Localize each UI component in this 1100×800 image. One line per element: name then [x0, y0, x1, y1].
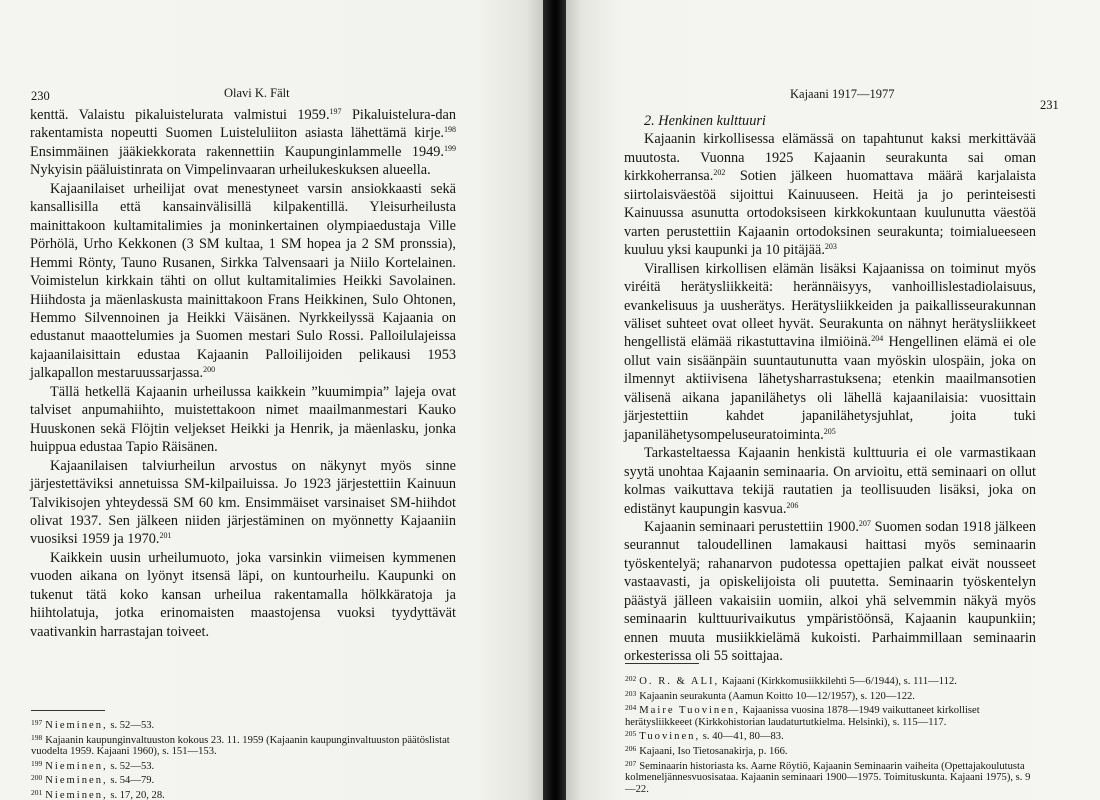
footnote-number: 197: [31, 718, 43, 727]
footnote-text: s. 17, 20, 28.: [107, 789, 165, 800]
footnote-number: 205: [625, 729, 637, 739]
right-page: [566, 0, 1100, 800]
footnote-ref: 206: [786, 500, 799, 510]
footnote: [31, 758, 459, 773]
footnote-rule: [625, 663, 699, 664]
text-run: Kajaanilaiset urheilijat ovat menestyneet varsin ansiokkaasti sekä kansallisilla että kansainvälisillä kilpakentillä. Yleisurheilusta mainittakoon kultamitalimies ja moninkertainen olympiaedustaja Ville Pörhölä, Urho Kekkonen (3 SM kultaa, 1 SM hopea ja 2 SM pronssia), Hemmi Rönty, Tauno Rusanen, Sirkka Talvensaari ja Niilo Kortelainen. Voimistelun kirkkain tähti on ollut kultamitalimies Heikki Savolainen. Hiihdosta ja mäenlaskusta mainittakoon Frans Heikkinen, Sulo Ohtonen, Hemmo Silvennoinen ja Heikki Väisänen. Nyrkkeilyssä Kajaania on edustanut maaottelumies ja Suomen mestari Sulo Rossi. Palloilulajeissa kajaanilaisittain edustaa Kajaanin Palloilijoiden pelikausi 1953 jalkapallon mestaruussarjassa.: [30, 180, 456, 382]
footnote: [31, 787, 459, 800]
footnote-number: 201: [31, 787, 43, 797]
footnote-author: Nieminen,: [45, 760, 108, 772]
left-page: [0, 0, 543, 800]
footnote-text: Kajaanissa vuosina 1878—1949 vaikuttaneet kirkolliset herätysliikkeeet (Kirkkohistorian laudaturtutkielma. Helsinki), s. 115—117.: [625, 705, 980, 728]
footnote-ref: 200: [203, 365, 216, 375]
footnotes: [31, 717, 459, 800]
section-title: 2. Henkinen kulttuuri: [644, 113, 766, 129]
paragraph: [30, 383, 456, 457]
page-number: 230: [31, 89, 50, 103]
text-run: Nykyisin pääluistinrata on Vimpelinvaaran urheilukeskuksen alueella.: [30, 162, 431, 179]
paragraph: [30, 457, 456, 549]
footnote: [625, 728, 1037, 743]
text-run: Hengellinen elämä ei ole ollut vain sisäänpäin suuntautunutta vaan myöskin ulospäin, joka on ilmennyt aktiivisena lähetysharrastuksena; etenkin maailmansotien välisenä aikana japanilähetys oli lähellä kajaanilaisia: vuosittain järjestettiin kahdet japanilähetysjuhlat, joita tuki japanilähetysompeluseuratoiminta.: [624, 334, 1036, 443]
footnote-rule: [31, 710, 105, 711]
footnote-ref: 197: [329, 107, 342, 116]
footnote-text: Kajaani (Kirkkomusiikkilehti 5—6/1944), s. 111—112.: [719, 676, 957, 687]
footnote: [31, 717, 459, 732]
footnote-text: Kajaani, Iso Tietosanakirja, p. 166.: [639, 745, 788, 757]
footnote-author: Maire Tuovinen,: [639, 705, 740, 717]
running-head: Kajaani 1917—1977: [790, 87, 895, 101]
text-run: kenttä. Valaistu pikaluistelurata valmistui 1959.: [30, 107, 330, 123]
footnote-number: 198: [31, 732, 43, 742]
footnote-text: Kajaanin kaupunginvaltuuston kokous 23. 11. 1959 (Kajaanin kaupunginvaltuuston päätöslistat vuodelta 1959. Kajaani 1960), s. 151—153.: [31, 734, 450, 758]
footnote-ref: 199: [444, 143, 456, 153]
paragraph: [624, 518, 1036, 666]
footnote: [625, 702, 1037, 728]
footnote-author: Nieminen,: [45, 789, 108, 800]
footnote: [625, 743, 1037, 758]
footnote-number: 204: [625, 703, 637, 713]
footnote-text: s. 40—41, 80—83.: [700, 731, 784, 743]
footnote-author: Tuovinen,: [639, 731, 701, 743]
paragraph: [30, 106, 456, 180]
text-run: Tällä hetkellä Kajaanin urheilussa kaikkein ”kuumimpia” lajeja ovat talviset anpumahiihto, muistettakoon nimet maailmanmestari Kauko Huuskonen sekä Flöjtin veljekset Heikki ja Henrik, ja mäenlasku, jonka huippua edustaa Tapio Räisänen.: [30, 383, 456, 456]
text-run: Virallisen kirkollisen elämän lisäksi Kajaanissa on toiminut myös viréitä herätysliikkeitä: herännäisyys, vanhoillislestadiolaisuus, evankelisuus ja uusherätys. Herätysliikkeiden ja paikallisseurakunnan väliset suhteet ovat olleet hyvät. Seurakunta on nähnyt herätysliikkeet hengellistä elämää rikastuttavina ilmiöinä.: [624, 260, 1036, 351]
text-run: Kajaanin kirkollisessa elämässä on tapahtunut kaksi merkittävää muutosta. Vuonna 1925 Kajaanin seurakunta sai oman kirkkoherransa.: [624, 131, 1036, 185]
page-number: 231: [1040, 98, 1059, 112]
paragraph: [624, 130, 1036, 259]
footnotes: [625, 673, 1037, 795]
footnote-text: Seminaarin historiasta ks. Aarne Röytiö, Kajaanin Seminaarin vaiheita (Opettajakoulutusta kolmeneljännesvuosisataa. Kajaanin seminaari 1900—1975. Toimituskunta. Kajaani 1975), s. 9—22.: [625, 760, 1031, 795]
footnote-ref: 203: [824, 242, 837, 252]
footnote-ref: 204: [871, 334, 884, 344]
paragraph: [624, 260, 1036, 445]
paragraph: [624, 444, 1036, 518]
text-run: Tarkasteltaessa Kajaanin henkistä kulttuuria ei ole varmastikaan syytä unohtaa Kajaanin seminaaria. On arvioitu, että seminaari on ollut kolmas vaikuttava tekijä rautatien ja teollisuuden lisäksi, joka on edistänyt kaupungin kasvua.: [624, 445, 1036, 517]
text-run: Suomen sodan 1918 jälkeen seurannut taloudellinen lamakausi haittasi myös seminaarin työskentelyä; rahanarvon pudotessa opettajien palkat eivät nousseet vastaavasti, ja opiskelijoista oli puutetta. Seminaarin työskentelyn päästyä jälleen vakaisiin uomiin, alkoi yhä selvemmin näkyä myös seminaarin kulttuurivaikutus ympäristöönsä, Kajaanin kaupunkiin; ennen muuta musiikkielämä kukoisti. Parhaimmillaan seminaarin orkesterissa oli 55 soittajaa.: [624, 518, 1037, 665]
text-run: Ensimmäinen jääkiekkorata rakennettiin Kaupunginlammelle 1949.: [30, 143, 444, 160]
footnote-ref: 202: [713, 168, 726, 178]
footnote-text: Kajaanin seurakunta (Aamun Koitto 10—12/1957), s. 120—122.: [639, 690, 915, 702]
text-run: Kajaanin seminaari perustettiin 1900.: [644, 518, 859, 535]
footnote-number: 199: [31, 758, 43, 768]
paragraphs: [624, 130, 1036, 665]
footnote-text: s. 54—79.: [107, 775, 155, 787]
footnote-text: s. 52—53.: [107, 720, 155, 731]
footnote-ref: 207: [858, 518, 871, 528]
footnote: [31, 732, 459, 758]
footnote-number: 202: [625, 674, 637, 683]
footnote: [625, 673, 1037, 688]
footnote-number: 200: [31, 773, 43, 783]
footnote-ref: 198: [444, 125, 456, 135]
body-text: [30, 106, 456, 641]
footnote: [625, 758, 1037, 796]
paragraph: [30, 549, 456, 641]
footnote: [31, 772, 459, 787]
running-head: Olavi K. Fält: [224, 86, 290, 100]
footnote-ref: 205: [823, 426, 836, 436]
footnote-author: Nieminen,: [45, 720, 108, 731]
footnote-number: 207: [625, 758, 637, 768]
paragraph: [30, 180, 456, 383]
text-run: Sotien jälkeen huomattava määrä karjalaista siirtolaisväestöä sijoittui Kainuuseen. Heitä ja jo perinteisesti Kainuussa asunutta ortodoksiseen kirkkokuntaan kuulunutta väestöä varten perustettiin Kajaanin ortodoksinen seurakunta; toimialueeseen kuuluu yksi kaupunki ja 10 pitäjää.: [624, 168, 1036, 259]
footnote-author: Nieminen,: [45, 775, 108, 787]
footnote: [625, 688, 1037, 703]
text-run: Kajaanilaisen talviurheilun arvostus on näkynyt myös sinne järjestettäviksi annetuissa SM-kilpailuissa. Jo 1923 järjestettiin Kainuun Talvikisojen yhteydessä SM 60 km. Ensimmäiset varsinaiset SM-hiihdot olivat 1937. Sen jälkeen niiden järjestäminen on myönnetty Kajaaniin vuosiksi 1959 ja 1970.: [30, 457, 456, 548]
text-run: Kaikkein uusin urheilumuoto, joka varsinkin viimeisen kymmenen vuoden aikana on lyönyt itsensä läpi, on kuntourheilu. Kaupunki on tukenut tätä koko kansan urheilua rakentamalla hölkkäratoja ja hiihtolatuja, jotka erinomaisten maastojensa vuoksi tyydyttävät vaativankin harrastajan toiveet.: [30, 549, 456, 640]
footnote-number: 203: [625, 688, 637, 698]
footnote-number: 206: [625, 743, 637, 753]
footnote-author: O. R. & ALI,: [639, 676, 720, 687]
footnote-ref: 201: [159, 531, 172, 541]
body-text: [624, 112, 1036, 666]
footnote-text: s. 52—53.: [107, 760, 155, 772]
book-gutter: [543, 0, 566, 800]
text-run: Pikaluistelura-dan rakentamista nopeutti Suomen Luisteluliiton asiasta lähettämä kirje.: [30, 107, 456, 142]
